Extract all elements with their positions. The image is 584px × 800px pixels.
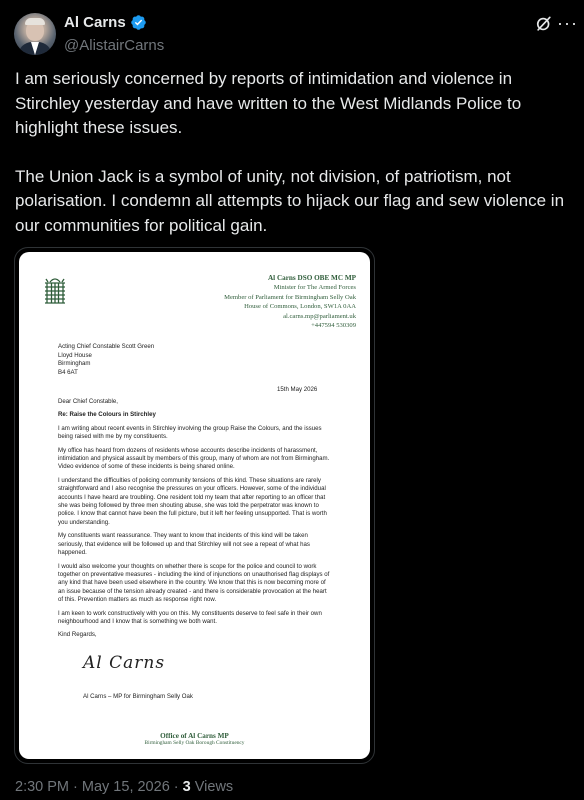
verified-badge-icon	[130, 14, 147, 31]
tweet-metadata: 2:30 PM · May 15, 2026 · 3 Views	[15, 779, 234, 795]
letterhead	[224, 274, 356, 330]
avatar[interactable]	[14, 13, 56, 55]
views-count: 3	[182, 779, 191, 795]
letterhead-email: al.carns.mp@parliament.uk	[283, 312, 356, 320]
author-name[interactable]: Al Carns	[64, 14, 126, 31]
letter-paragraph: My office has heard from dozens of residents whose accounts describe incidents of harassment, intimidation and physical assault by members of this group, many of whom are not from Birmingham. Video evidence of some of these incidents is being shared online.	[58, 446, 330, 471]
author-row	[64, 14, 147, 31]
sign-off-line: Al Carns – MP for Birmingham Selly Oak	[83, 693, 193, 700]
letter-footer	[19, 732, 370, 746]
portcullis-logo-icon	[42, 276, 68, 306]
footer-title: Office of Al Carns MP	[160, 732, 229, 740]
handwritten-signature: Al Carns	[83, 653, 166, 673]
grok-icon[interactable]	[534, 14, 554, 34]
letter-paragraph: I understand the difficulties of policing community tensions of this kind. These situations are rarely straightforward and I also recognise the pressures on your officers. However, some of the individual accounts I have heard are troubling. One resident told my team that after reporting to an officer that she was being followed by three men shouting abuse, she was told the perpetrator was known to police. I know that cannot have been the full picture, but it left her feeling unsupported. That is worth you understanding.	[58, 476, 327, 526]
letterhead-phone: +447594 530309	[311, 322, 356, 330]
letter-body	[58, 398, 333, 645]
address-line: Lloyd House	[58, 351, 92, 359]
address-line: B4 6AT	[58, 368, 78, 376]
closing: Kind Regards,	[58, 631, 97, 639]
avatar-hair	[25, 18, 45, 25]
letterhead-line: House of Commons, London, SW1A 0AA	[244, 303, 356, 311]
address-line: Birmingham	[58, 360, 91, 368]
more-options-icon[interactable]: ···	[557, 13, 578, 33]
address-line: Acting Chief Constable Scott Green	[58, 343, 155, 350]
views-label: Views	[194, 779, 234, 795]
letterhead-name: Al Carns DSO OBE MC MP	[267, 274, 356, 282]
post-time[interactable]: 2:30 PM	[15, 779, 69, 795]
letter-subject: Re: Raise the Colours in Stirchley	[58, 411, 156, 419]
tweet-paragraph: I am seriously concerned by reports of intimidation and violence in Stirchley yesterday and have written to the West Midlands Police to highlight these issues.	[15, 69, 522, 137]
footer-subtitle: Birmingham Selly Oak Borough Constituency	[144, 740, 245, 746]
letter-paragraph: My constituents want reassurance. They want to know that incidents of this kind will be taken seriously, that evidence will be followed up and that Stirchley will not see a repeat of what has happened.	[58, 532, 310, 557]
letterhead-line: Minister for The Armed Forces	[273, 284, 356, 292]
recipient-address	[58, 343, 154, 377]
letter-paragraph: I am keen to work constructively with you on this. My constituents deserve to feel safe in their own neighbourhood and I know that is something we both want.	[58, 609, 322, 625]
tweet-media-image[interactable]	[14, 247, 375, 764]
letter-date: 15th May 2026	[277, 386, 318, 393]
letter-document	[19, 252, 370, 759]
tweet-text	[15, 67, 571, 262]
letterhead-line: Member of Parliament for Birmingham Selly Oak	[224, 293, 356, 301]
letter-paragraph: I would also welcome your thoughts on whether there is scope for the police and council to work together on preventative measures - including the kind of injunctions on unauthorised flag displays of any kind that have been used elsewhere in the country. We know that this is now becoming more of an issue because of the tension already created - and there is considerable provocation at the heart of this. Prevention matters as much as response right now.	[58, 562, 330, 604]
salutation: Dear Chief Constable,	[58, 398, 118, 405]
tweet-paragraph: The Union Jack is a symbol of unity, not division, of patriotism, not polarisation. I condemn all attempts to hijack our flag and sew violence in our communities for political gain.	[15, 166, 565, 235]
letter-paragraph: I am writing about recent events in Stirchley involving the group Raise the Colours, and the issues being raised with me by my constituents.	[58, 424, 322, 441]
author-handle[interactable]: @AlistairCarns	[64, 37, 165, 54]
post-date[interactable]: May 15, 2026	[81, 779, 170, 795]
